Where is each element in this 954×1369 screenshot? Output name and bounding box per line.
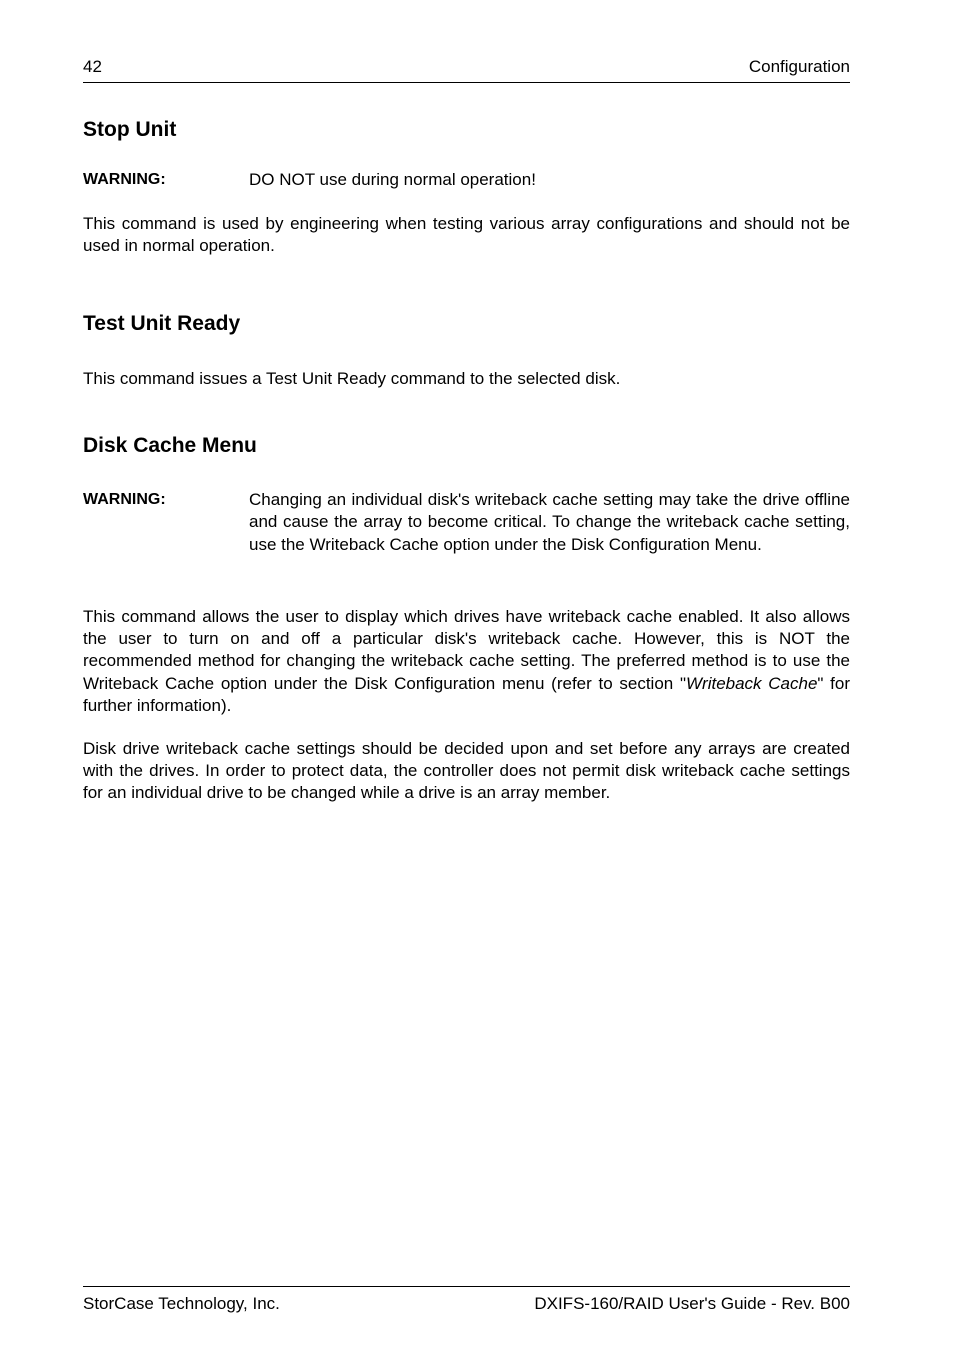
footer-guide-title: DXIFS-160/RAID User's Guide - Rev. B00 <box>534 1294 850 1313</box>
warning-label: WARNING: <box>83 171 166 188</box>
warning-label: WARNING: <box>83 491 166 508</box>
warning-text: Changing an individual disk's writeback cache setting may take the drive offline and cause the array to become critical. To change the writeback cache setting, use the Writeback Cache option under the Disk Configuration Menu. <box>249 490 850 554</box>
test-unit-ready-description: This command issues a Test Unit Ready command to the selected disk. <box>83 369 621 388</box>
document-page <box>83 0 850 1369</box>
disk-cache-settings-note: Disk drive writeback cache settings should be decided upon and set before any arrays are created with the drives. In order to protect data, the controller does not permit disk writeback cache settings for an individual drive to be changed while a drive is an array member. <box>83 739 850 803</box>
footer-company: StorCase Technology, Inc. <box>83 1294 280 1313</box>
page-number: 42 <box>83 57 102 76</box>
writeback-cache-reference: Writeback Cache <box>685 673 818 693</box>
stop-unit-description: This command is used by engineering when testing various array configurations and should not be used in normal operation. <box>83 214 850 256</box>
stop-unit-heading: Stop Unit <box>83 118 177 141</box>
page-header <box>83 56 850 83</box>
section-name: Configuration <box>748 57 850 76</box>
disk-cache-description <box>83 606 850 717</box>
test-unit-ready-heading: Test Unit Ready <box>83 312 241 335</box>
disk-cache-description-end: " for further information). <box>83 673 850 715</box>
page-footer <box>83 1286 850 1313</box>
disk-cache-description-text: This command allows the user to display which drives have writeback cache enabled. It also allows the user to turn on and off a particular disk's writeback cache. However, this is NOT the recommended method for changing the writeback cache setting. The preferred method is to use the Writeback Cache option under the Disk Configuration menu (refer to section " <box>83 607 850 693</box>
disk-cache-menu-heading: Disk Cache Menu <box>83 434 257 457</box>
warning-text: DO NOT use during normal operation! <box>249 170 536 189</box>
